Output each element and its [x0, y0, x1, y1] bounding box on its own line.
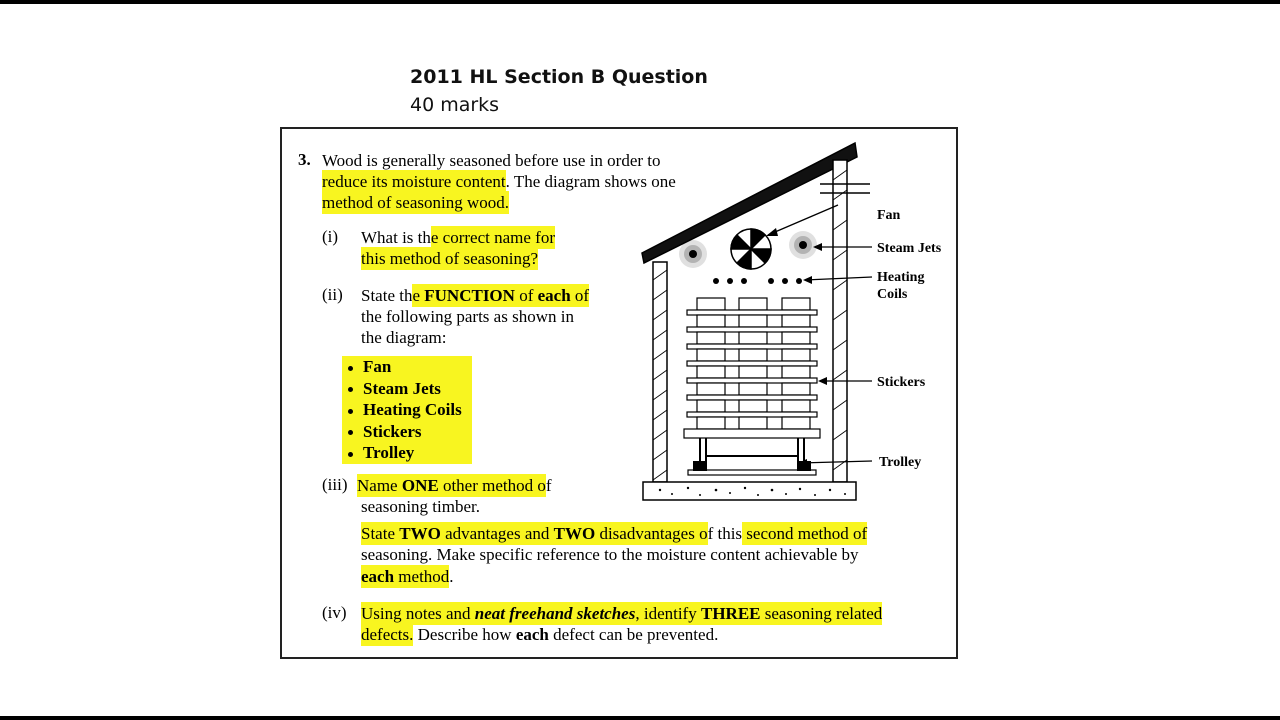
- part-iv-line-2: defects. Describe how each defect can be prevented.: [361, 625, 719, 644]
- part-iii-line-4: seasoning. Make specific reference to the moisture content achievable by: [361, 545, 859, 564]
- intro-line-3: method of seasoning wood.: [322, 193, 509, 212]
- intro-line-1: Wood is generally seasoned before use in order to: [322, 151, 661, 170]
- part-iv-label: (iv): [322, 603, 347, 622]
- bullet-steam-jets: Steam Jets: [342, 378, 472, 400]
- label-heating: Heating: [877, 270, 925, 285]
- bullet-trolley: Trolley: [342, 442, 472, 464]
- part-ii-line-1: State the FUNCTION of each of: [361, 286, 590, 305]
- slide-subtitle: 40 marks: [410, 94, 500, 116]
- question-number: 3.: [298, 150, 311, 169]
- part-ii-label: (ii): [322, 285, 343, 304]
- label-fan: Fan: [877, 208, 901, 223]
- part-ii-line-3: the diagram:: [361, 328, 447, 347]
- label-trolley: Trolley: [879, 455, 922, 470]
- part-i-line-1: What is the correct name for: [361, 228, 556, 247]
- slide-title: 2011 HL Section B Question: [410, 66, 708, 88]
- fan-icon: [731, 229, 771, 269]
- part-i-line-2: this method of seasoning?: [361, 249, 539, 268]
- label-steam-jets: Steam Jets: [877, 241, 942, 256]
- intro-line-2: reduce its moisture content. The diagram shows one: [322, 172, 676, 191]
- part-iii-line-1: Name ONE other method of: [357, 476, 552, 495]
- part-iii-line-2: seasoning timber.: [361, 497, 480, 516]
- bullet-stickers: Stickers: [342, 421, 472, 443]
- label-coils: Coils: [877, 287, 908, 302]
- part-iii-line-5: each method.: [361, 567, 454, 586]
- part-i-label: (i): [322, 227, 339, 246]
- trolley: [688, 438, 816, 475]
- part-iii-line-3: State TWO advantages and TWO disadvantages of this second method of: [361, 524, 868, 543]
- right-wall: [833, 160, 847, 482]
- timber-stack: [684, 298, 820, 438]
- bullet-fan: Fan: [342, 356, 472, 378]
- part-ii-line-2: the following parts as shown in: [361, 307, 574, 326]
- part-iv-line-1: Using notes and neat freehand sketches, identify THREE seasoning related: [361, 604, 883, 623]
- steam-jet-right: [789, 231, 817, 259]
- part-iii-label: (iii): [322, 475, 348, 494]
- highlight-moisture: reduce its moisture content: [322, 172, 506, 191]
- kiln-floor: [643, 482, 856, 500]
- heating-coils: [713, 278, 802, 284]
- bullet-heating-coils: Heating Coils: [342, 399, 472, 421]
- label-stickers: Stickers: [877, 375, 926, 390]
- steam-jet-left: [679, 240, 707, 268]
